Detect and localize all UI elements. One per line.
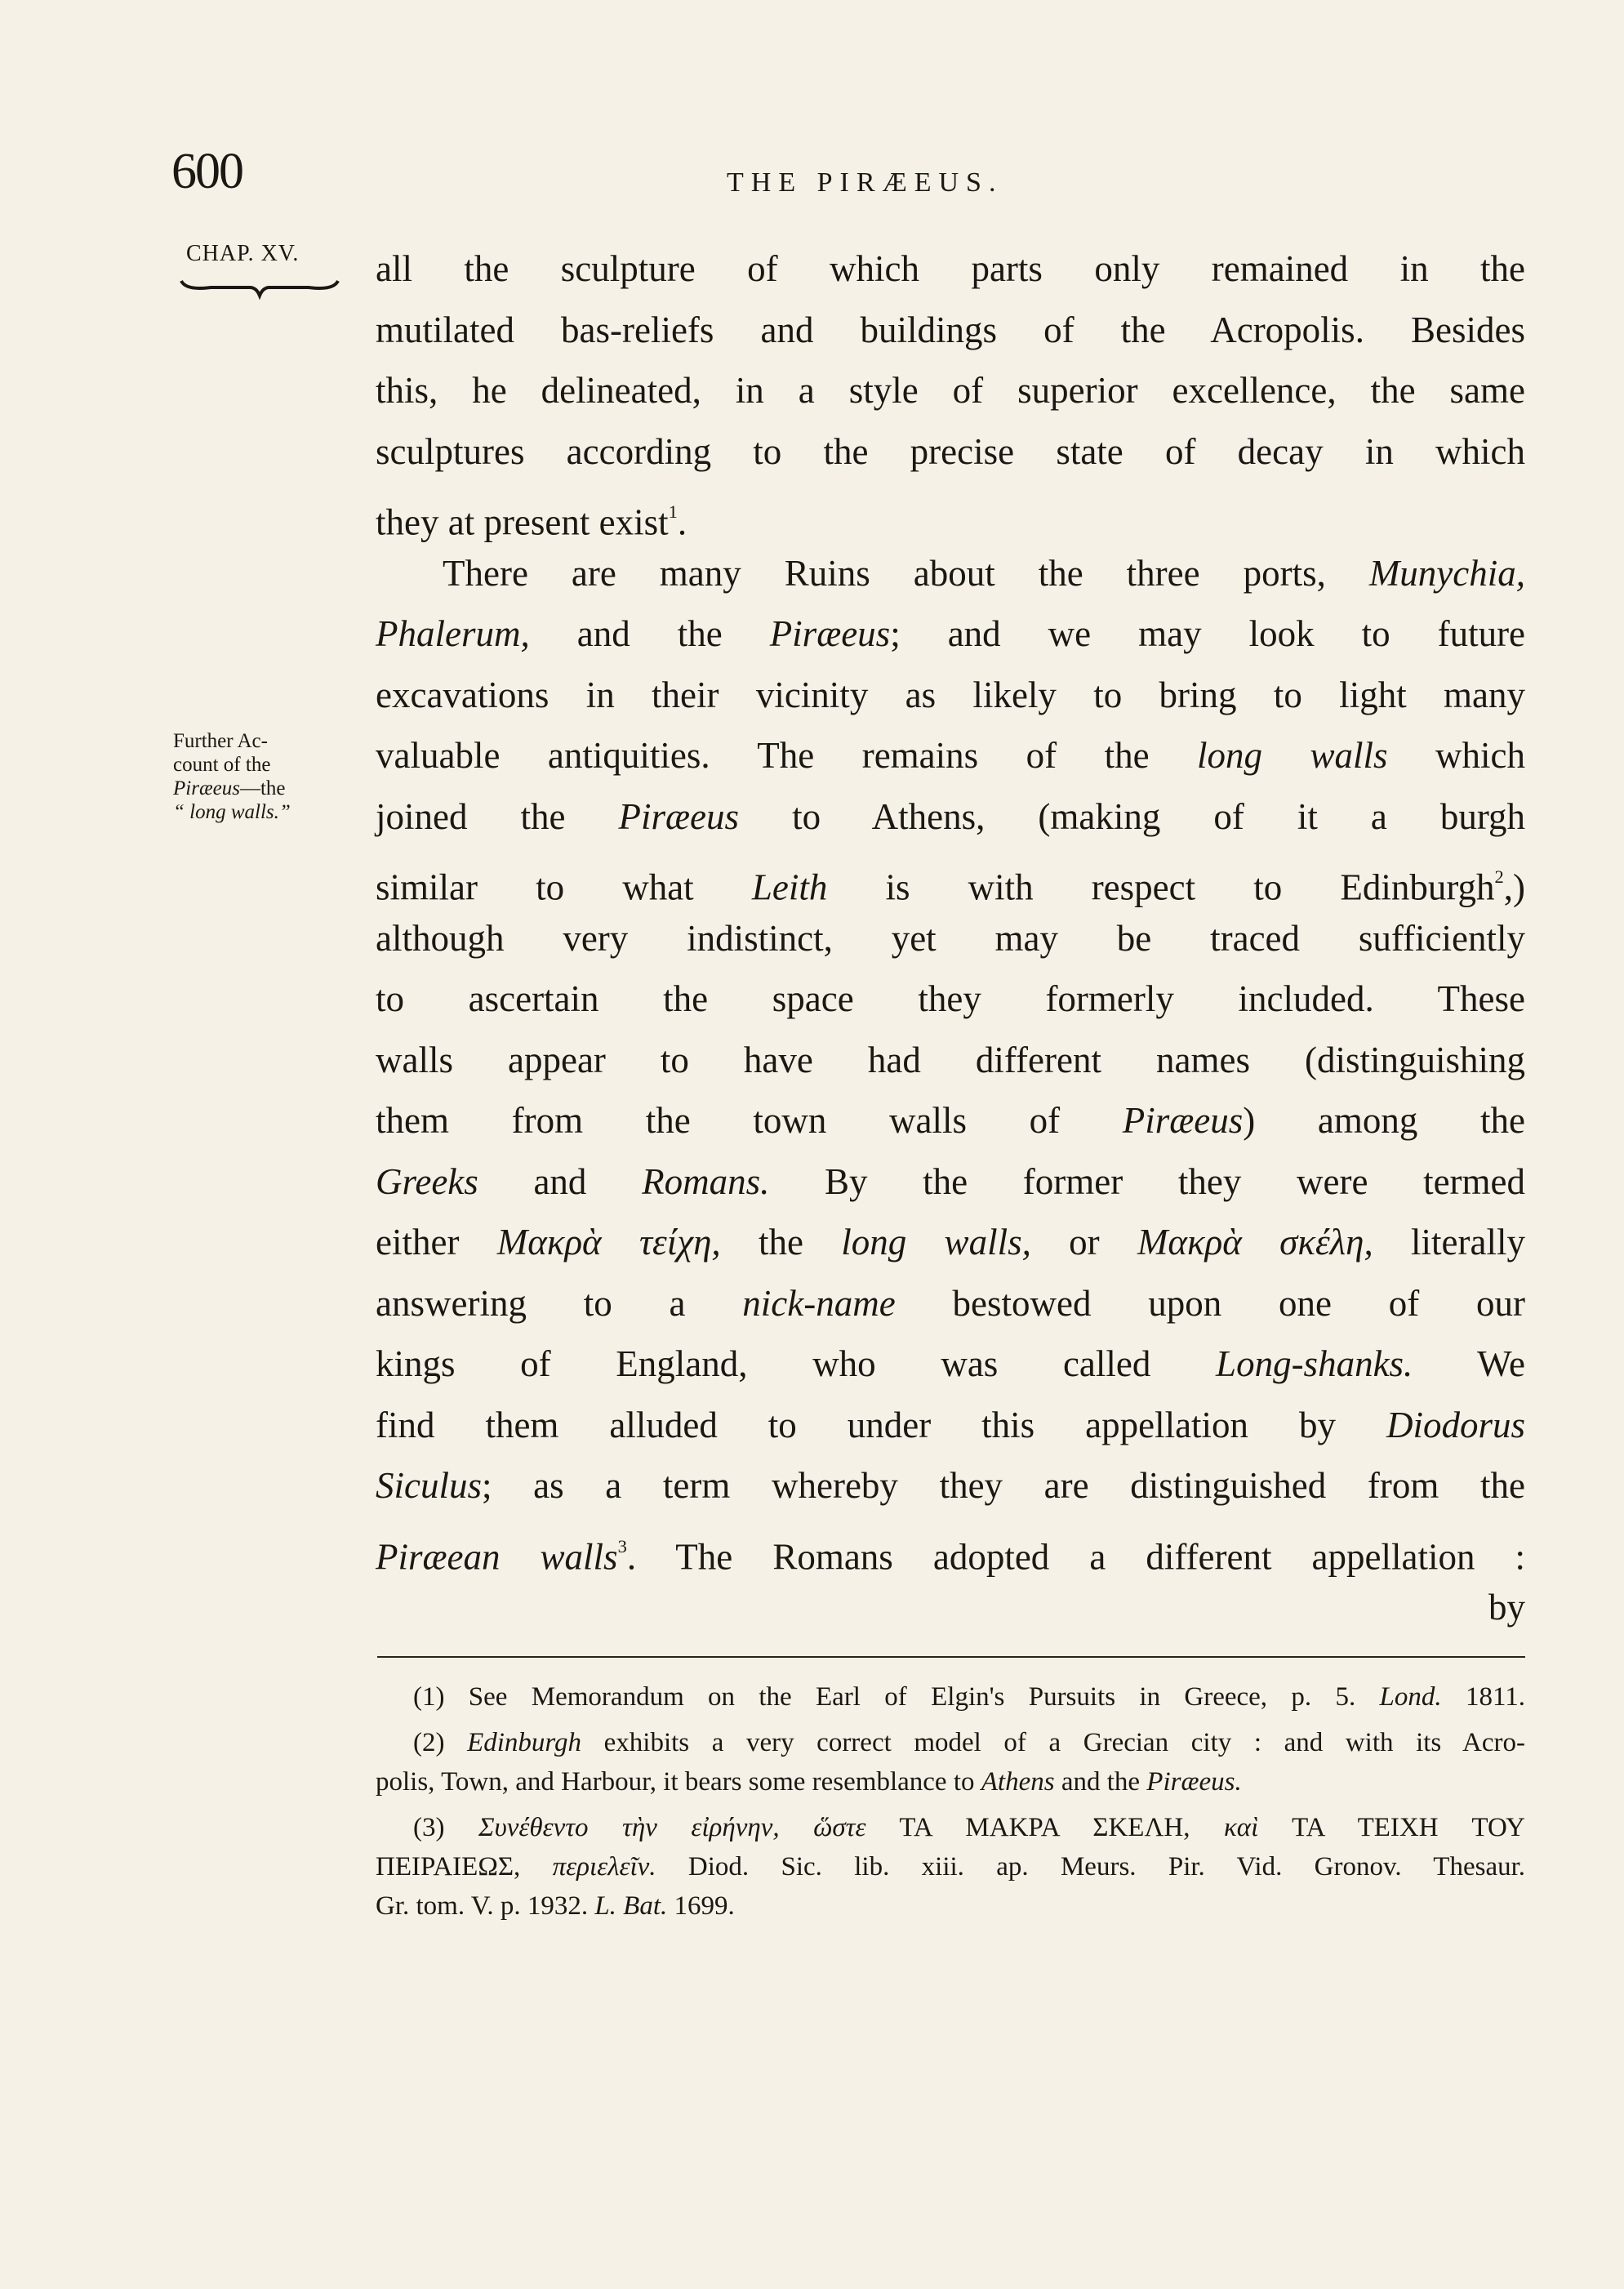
running-head: THE PIRÆEUS. [727,167,1003,198]
footnote-ref: 3 [617,1535,627,1556]
footnote-3-cont [376,1886,1525,1926]
text-run: which [1435,735,1526,776]
footnote-ref: 1 [668,501,678,522]
text-run: them from the town walls of [376,1100,1061,1141]
text-run: (2) [413,1728,445,1757]
greek-run: καὶ [1223,1813,1259,1842]
side-note-line: count of the [173,754,271,776]
text-line: although very indistinct, yet may be traced sufficiently [376,917,1525,959]
text-run: and the [1061,1767,1141,1797]
greek-run: Μακρὰ τείχη, [496,1222,721,1263]
text-run: the [758,1222,803,1263]
greek-run: Μακρὰ σκέλη, [1137,1222,1373,1263]
text-run-italic: Munychia, [1368,552,1525,594]
text-run-italic: nick-name [742,1282,896,1324]
footnote-2 [376,1723,1525,1762]
text-run: they at present exist [376,501,669,543]
text-run-italic: Leith [751,866,828,908]
text-run: We [1477,1343,1525,1384]
text-run: to Athens, (making of it a burgh [792,795,1526,837]
text-run: polis, Town, and Harbour, it bears some resemblance to [376,1767,975,1797]
text-line: excavations in their vicinity as likely to bring to light many [376,674,1525,715]
text-line [376,1273,1525,1334]
text-run: answering to a [376,1282,686,1324]
catchword: by [1488,1587,1525,1628]
text-run-italic: Lond. [1379,1682,1442,1712]
text-line [376,1090,1525,1151]
text-run: find them alluded to under this appellation by [376,1404,1337,1445]
text-run: ΠΕΙΡΑΙΕΩΣ, [376,1852,521,1882]
text-run-italic: Piræean walls [376,1535,618,1577]
text-run: is with respect to Edinburgh [885,866,1495,908]
text-run-italic: Diodorus [1386,1404,1526,1445]
text-run-italic: Piræeus. [1146,1767,1242,1797]
footnote-divider [377,1656,1525,1658]
greek-run: περιελεῖν. [552,1852,656,1882]
text-run: (3) [413,1813,445,1842]
text-line [376,847,1525,908]
text-line [376,482,1525,543]
text-run: ΤΑ ΤΕΙΧΗ ΤΟΥ [1292,1813,1526,1842]
text-run: bestowed upon one of our [952,1282,1526,1324]
text-run: valuable antiquities. The remains of the [376,735,1150,776]
text-run-italic: Edinburgh [467,1728,582,1757]
greek-run: Συνέθεντο τὴν εἰρήνην, ὥστε [478,1813,866,1842]
text-line: walls appear to have had different names (distinguishing [376,1039,1525,1080]
text-run-italic: Romans. [642,1160,770,1202]
text-line [376,786,1525,848]
text-run-italic: Siculus [376,1465,482,1506]
margin-side-note [173,729,345,824]
body-text [376,238,1525,1638]
text-run: kings of England, who was called [376,1343,1151,1384]
text-line [376,1334,1525,1395]
footnote-3 [376,1808,1525,1847]
text-run: and [533,1160,587,1202]
text-line [376,1212,1525,1273]
text-run-italic: Athens [981,1767,1055,1797]
text-line: mutilated bas-reliefs and buildings of the Acropolis. Besides [376,309,1525,350]
text-run-italic: long walls, [841,1222,1031,1263]
text-run: . The Romans adopted a different appellation : [626,1535,1525,1577]
text-line [376,1516,1525,1578]
text-run-italic: Phalerum, [376,613,530,654]
text-run: . [677,501,687,543]
text-run: ; as a term whereby they are distinguished from the [482,1465,1525,1506]
text-line: sculptures according to the precise state of decay in which [376,430,1525,472]
text-line [376,603,1525,665]
text-line [376,1151,1525,1213]
side-note-line [173,777,345,800]
text-run-italic: Piræeus [618,795,740,837]
text-run: exhibits a very correct model of a Grecian city : and with its Acro- [603,1728,1526,1757]
text-run: Diod. Sic. lib. xiii. ap. Meurs. Pir. Vid. Gronov. Thesaur. [687,1852,1526,1882]
text-run-italic: Long-shanks. [1216,1343,1413,1384]
text-run: and the [576,613,723,654]
side-note-italic: Piræeus [173,777,240,799]
text-line: to ascertain the space they formerly included. These [376,978,1525,1019]
page-number: 600 [171,144,242,199]
text-run-italic: L. Bat. [594,1891,668,1921]
footnote-3-cont [376,1847,1525,1886]
text-line [376,1455,1525,1516]
text-line [376,1395,1525,1456]
chapter-label: CHAP. XV. [186,241,300,266]
text-run: Gr. tom. V. p. 1932. [376,1891,589,1921]
text-run-italic: long walls [1197,735,1388,776]
text-run: 1699. [674,1891,735,1921]
text-run-italic: Greeks [376,1160,478,1202]
text-run: There are many Ruins about the three ports, [443,552,1326,594]
text-run: similar to what [376,866,694,908]
footnote-ref: 2 [1494,866,1504,887]
text-run: or [1069,1222,1100,1263]
text-run-italic: Piræeus [769,613,891,654]
text-run: (1) See Memorandum on the Earl of Elgin's Pursuits in Greece, p. 5. [413,1682,1356,1712]
text-run: either [376,1222,460,1263]
text-run: literally [1411,1222,1525,1263]
footnote-2-cont [376,1762,1525,1801]
text-run: ) among the [1243,1100,1526,1141]
text-line [376,725,1525,786]
text-line: this, he delineated, in a style of superior excellence, the same [376,370,1525,411]
text-run-italic: Piræeus [1122,1100,1244,1141]
side-note-text: —the [239,777,286,799]
footnote-1 [376,1677,1525,1717]
text-run: ; and we may look to future [890,613,1526,654]
chapter-brace-ornament [178,276,341,301]
footnotes [376,1677,1525,1926]
text-line [376,543,1525,604]
text-run: joined the [376,795,566,837]
text-run: 1811. [1465,1682,1525,1712]
text-run: ΤΑ ΜΑΚΡΑ ΣΚΕΛΗ, [899,1813,1190,1842]
text-run: ,) [1503,866,1526,908]
text-line: all the sculpture of which parts only remained in the [376,248,1525,289]
side-note-line: “ long walls.” [173,801,291,823]
text-run: By the former they were termed [824,1160,1526,1202]
side-note-line: Further Ac- [173,730,268,752]
